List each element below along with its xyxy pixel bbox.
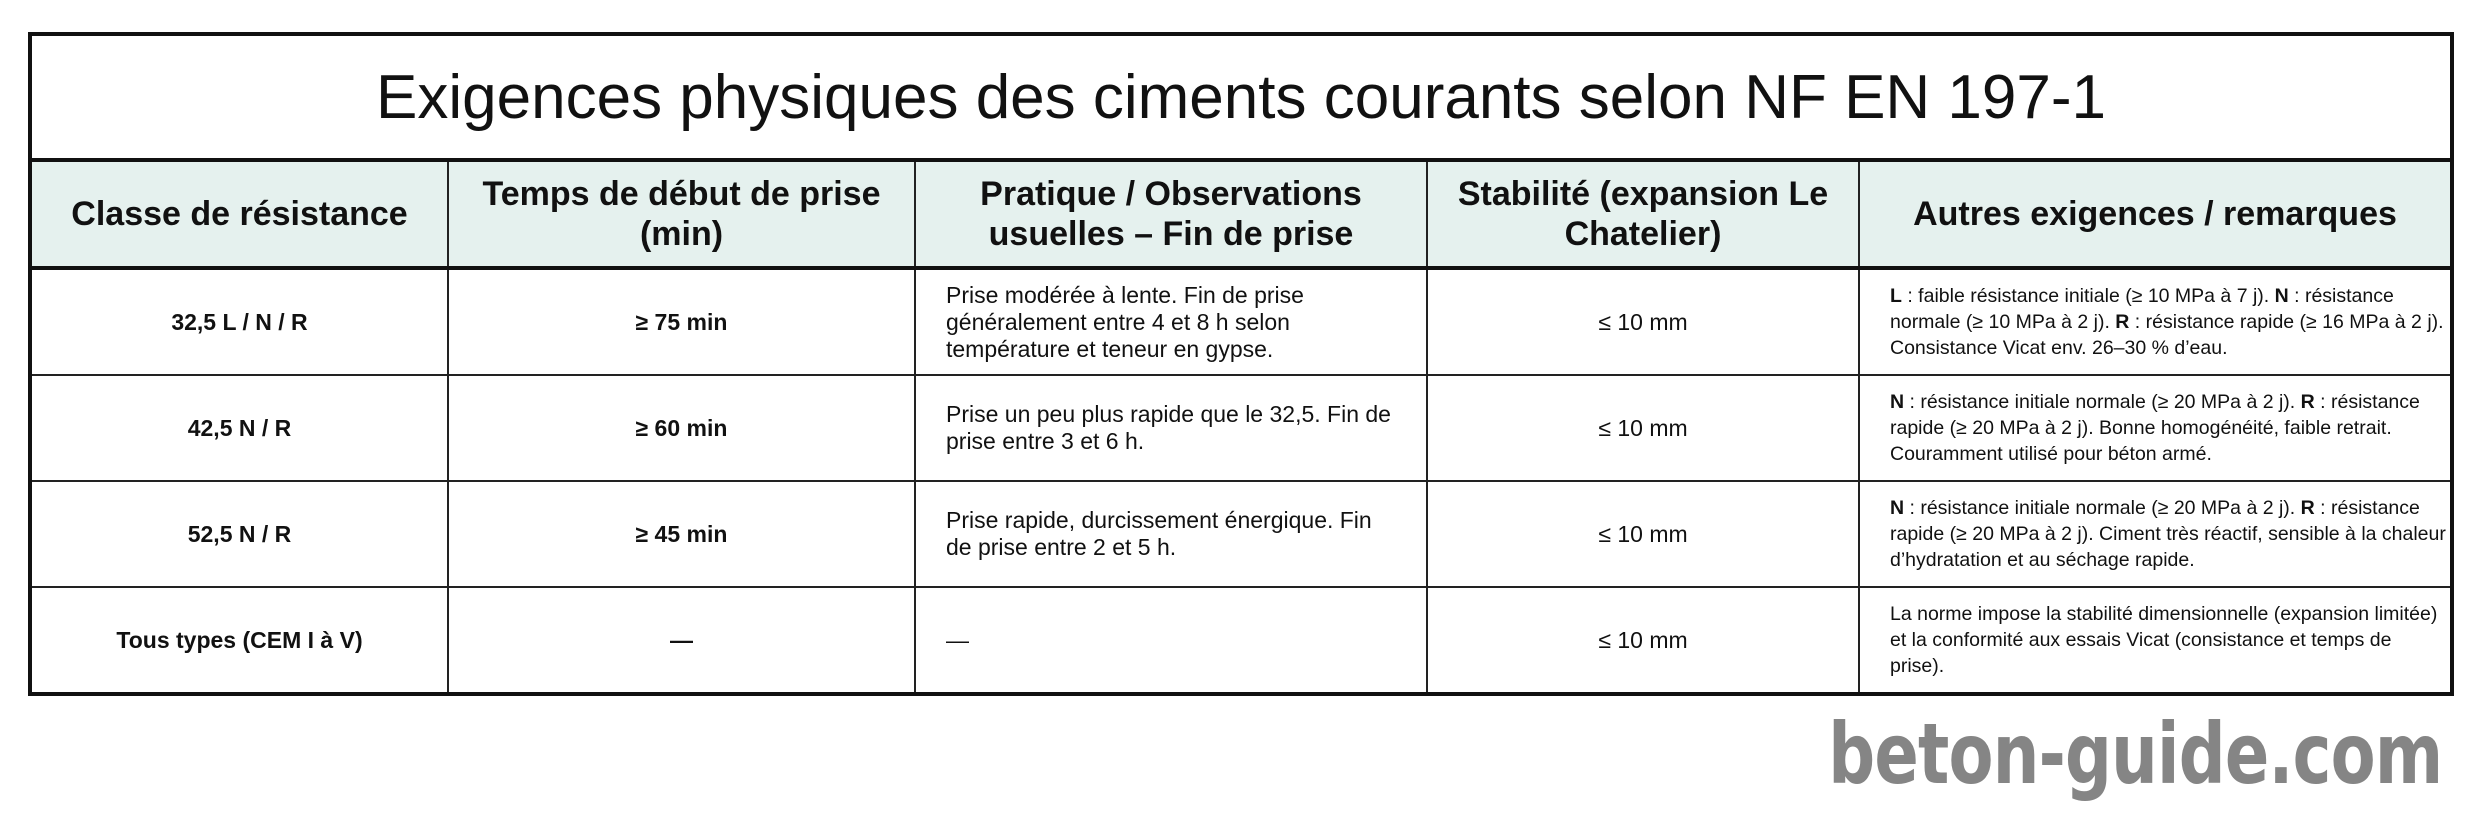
- table-title: Exigences physiques des ciments courants selon NF EN 197-1: [30, 34, 2452, 160]
- cell-pratique: —: [915, 587, 1427, 694]
- cell-remarques: [1859, 375, 2452, 481]
- remark-class-letter: R: [2300, 391, 2315, 413]
- remark-text: : résistance rapide (≥ 20 MPa à 2 j). Ciment très réactif, sensible à la chaleur d’hydratation et au séchage rapide.: [1890, 497, 2446, 571]
- cell-remarques: [1859, 587, 2452, 694]
- column-header-pratique: Pratique / Observations usuelles – Fin de prise: [915, 160, 1427, 268]
- cell-remarques: [1859, 268, 2452, 375]
- table-row: [30, 481, 2452, 587]
- cell-stabilite: ≤ 10 mm: [1427, 268, 1859, 375]
- remark-class-letter: N: [1890, 391, 1905, 413]
- remark-class-letter: R: [2300, 497, 2315, 519]
- remark-text: : résistance initiale normale (≥ 20 MPa à 2 j).: [1904, 497, 2301, 519]
- cement-requirements-table: [28, 32, 2454, 696]
- remark-class-letter: L: [1890, 285, 1902, 307]
- cell-remarques: [1859, 481, 2452, 587]
- cell-classe: 32,5 L / N / R: [30, 268, 448, 375]
- cell-debut: ≥ 60 min: [448, 375, 915, 481]
- remark-class-letter: N: [1890, 497, 1905, 519]
- remark-text: : résistance initiale normale (≥ 20 MPa à 2 j).: [1904, 391, 2301, 413]
- cell-stabilite: ≤ 10 mm: [1427, 375, 1859, 481]
- remark-text: : résistance rapide (≥ 16 MPa à 2 j). Consistance Vicat env. 26–30 % d’eau.: [1890, 311, 2444, 359]
- cell-debut: ≥ 75 min: [448, 268, 915, 375]
- cell-debut: ≥ 45 min: [448, 481, 915, 587]
- cell-classe: 52,5 N / R: [30, 481, 448, 587]
- column-header-stabilite: Stabilité (expansion Le Chatelier): [1427, 160, 1859, 268]
- cell-classe: 42,5 N / R: [30, 375, 448, 481]
- remark-text: : faible résistance initiale (≥ 10 MPa à 7 j).: [1901, 285, 2275, 307]
- remark-text: : résistance normale (≥ 10 MPa à 2 j).: [1890, 285, 2394, 333]
- remark-text: : résistance rapide (≥ 20 MPa à 2 j). Bonne homogénéité, faible retrait. Couramment utilisé pour béton armé.: [1890, 391, 2420, 465]
- remark-class-letter: R: [2115, 311, 2130, 333]
- cell-pratique: Prise un peu plus rapide que le 32,5. Fin de prise entre 3 et 6 h.: [915, 375, 1427, 481]
- cell-pratique: Prise modérée à lente. Fin de prise généralement entre 4 et 8 h selon température et teneur en gypse.: [915, 268, 1427, 375]
- cell-stabilite: ≤ 10 mm: [1427, 587, 1859, 694]
- column-header-classe: Classe de résistance: [30, 160, 448, 268]
- column-header-remarques: Autres exigences / remarques: [1859, 160, 2452, 268]
- remark-class-letter: N: [2274, 285, 2289, 307]
- watermark-logo: beton-guide.com: [1827, 705, 2442, 803]
- table-row: [30, 375, 2452, 481]
- cell-pratique: Prise rapide, durcissement énergique. Fin de prise entre 2 et 5 h.: [915, 481, 1427, 587]
- header-row: [30, 160, 2452, 268]
- cell-stabilite: ≤ 10 mm: [1427, 481, 1859, 587]
- table-row: [30, 587, 2452, 694]
- cell-classe: Tous types (CEM I à V): [30, 587, 448, 694]
- column-header-debut: Temps de début de prise (min): [448, 160, 915, 268]
- remark-text: La norme impose la stabilité dimensionnelle (expansion limitée) et la conformité aux essais Vicat (consistance et temps de prise).: [1890, 603, 2438, 677]
- table-row: [30, 268, 2452, 375]
- cell-debut: —: [448, 587, 915, 694]
